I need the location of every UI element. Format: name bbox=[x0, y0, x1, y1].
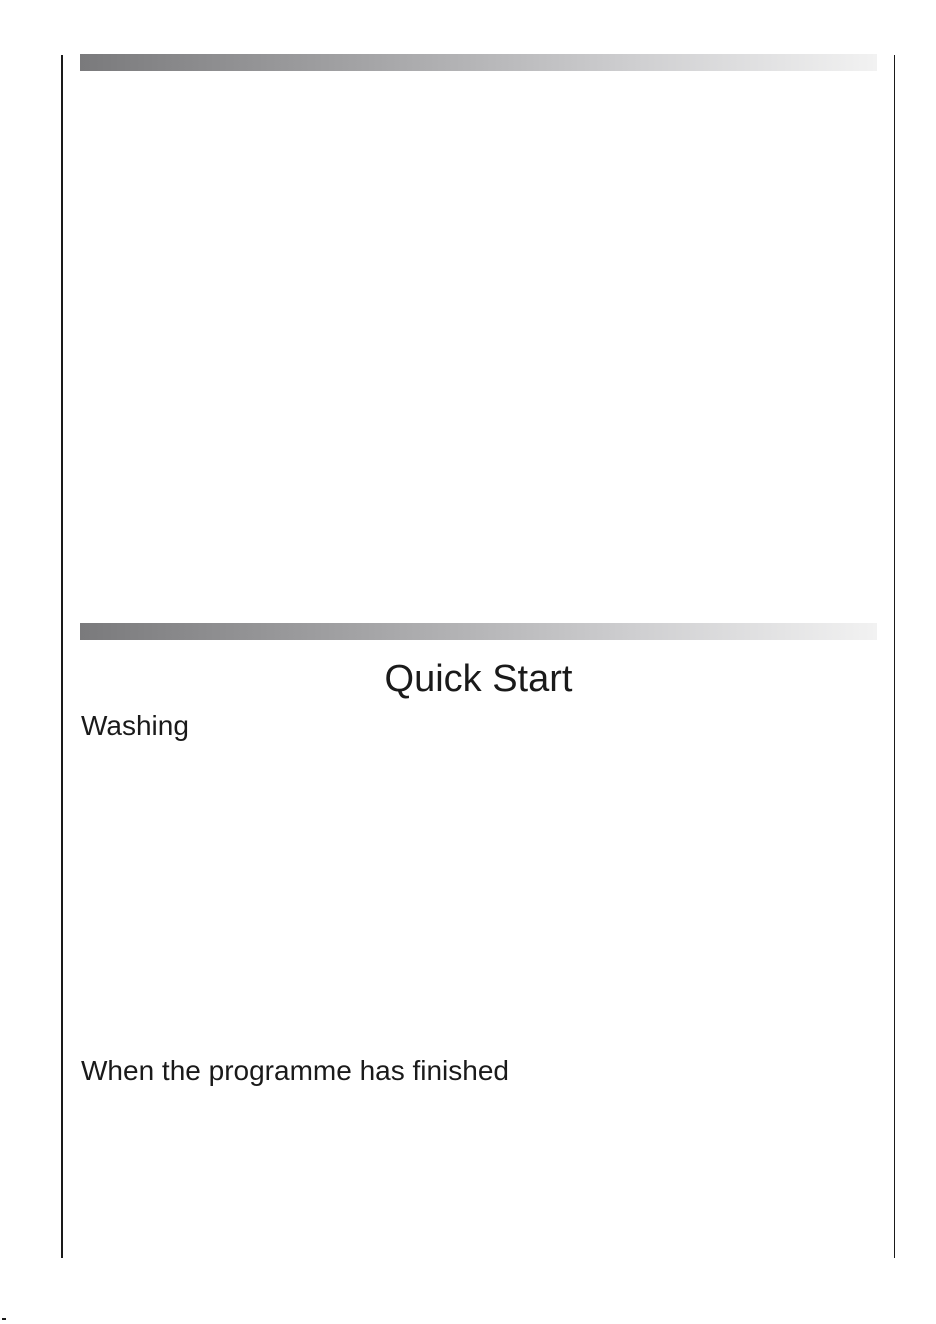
page-border-left bbox=[61, 55, 63, 1258]
page-border-right bbox=[894, 55, 895, 1258]
page-title: Quick Start bbox=[384, 658, 573, 700]
section-gradient-bar bbox=[80, 623, 877, 640]
corner-crop-mark bbox=[2, 1318, 6, 1320]
section-heading-washing: Washing bbox=[81, 710, 189, 741]
header-gradient-bar bbox=[80, 54, 877, 71]
section-heading-finished: When the programme has finished bbox=[81, 1055, 509, 1086]
